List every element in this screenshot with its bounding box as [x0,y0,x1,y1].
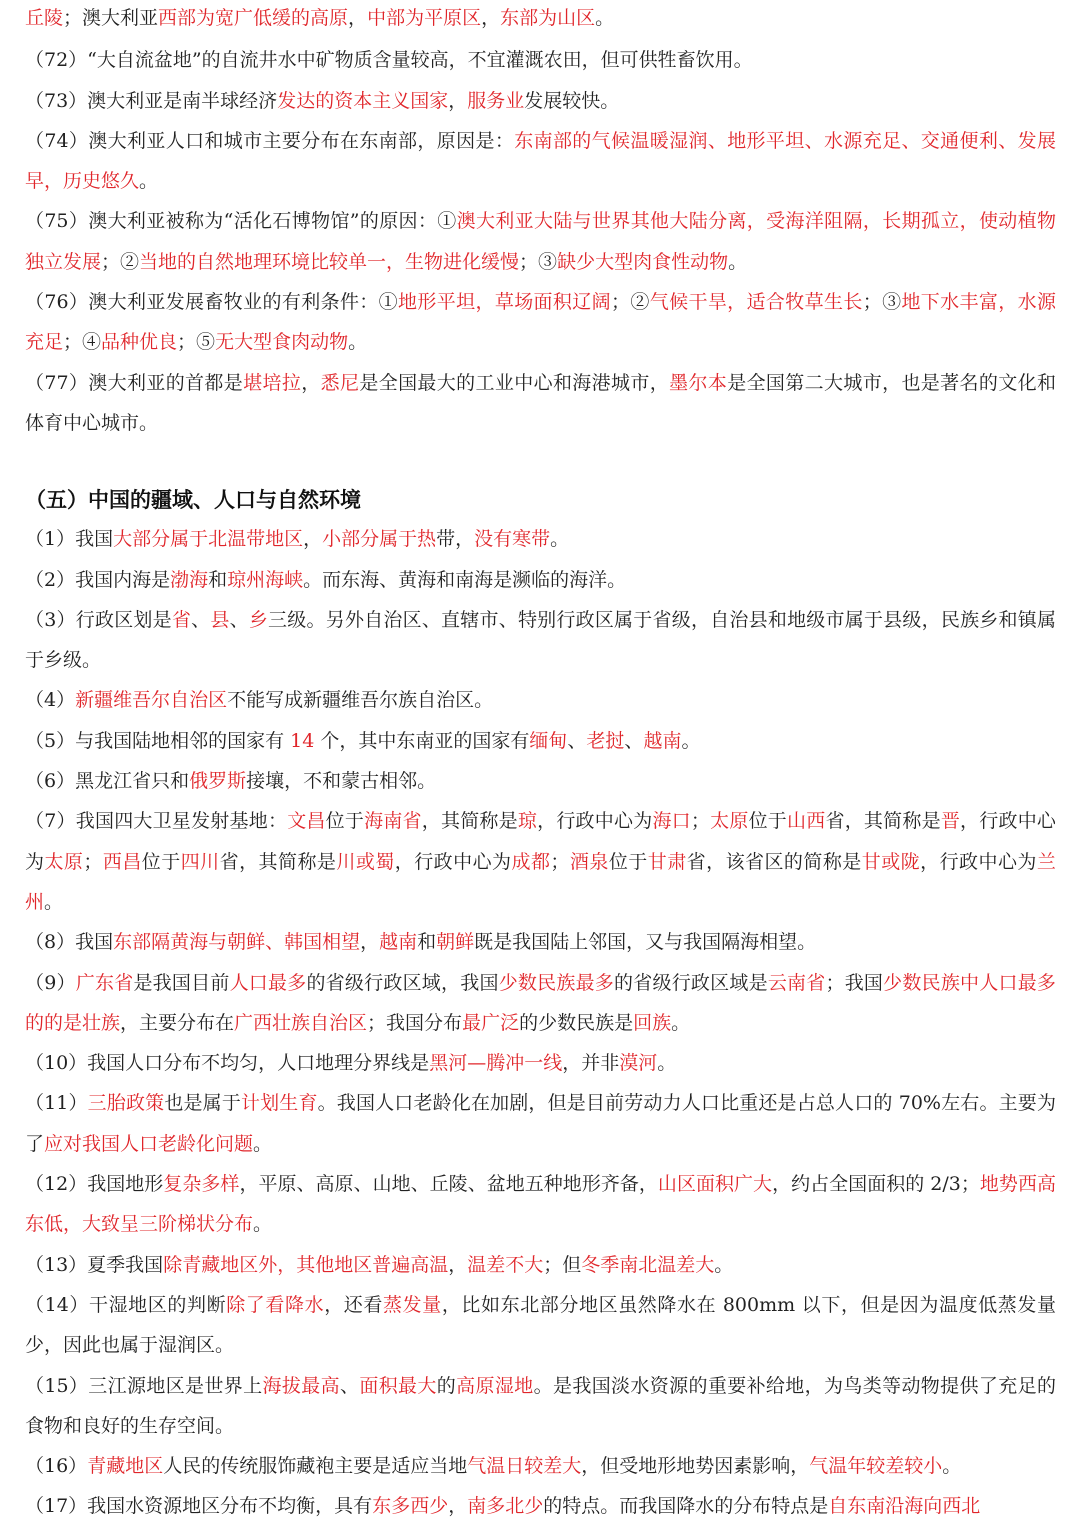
note-paragraph [25,761,1056,801]
body-text: 个，其中东南亚的国家有 [314,729,530,752]
highlight-text: 文昌 [287,810,326,833]
body-text: （73）澳大利亚是南半球经济 [25,89,278,112]
highlight-text: 甘肃 [647,850,687,873]
body-text: 和 [208,568,228,591]
highlight-text: 酒泉 [569,850,609,873]
body-text: ，但受地形地势因素影响， [581,1455,810,1478]
highlight-text: 东多西少 [372,1495,449,1518]
highlight-text: 俄罗斯 [189,770,247,793]
body-text: ， [360,931,380,954]
note-paragraph [25,519,1056,559]
highlight-text: 无大型食肉动物 [215,331,349,354]
highlight-text: 缅甸 [529,729,568,752]
highlight-text: 品种优良 [101,331,178,354]
highlight-text: 大部分属于北温带地区 [113,528,304,551]
note-paragraph [25,40,1056,80]
body-text: （6）黑龙江省只和 [25,770,190,793]
body-text: 位于 [608,850,648,873]
body-text: （1）我国 [25,528,114,551]
highlight-text: 发达的资本主义国家 [277,89,449,112]
body-text: ，其简称是 [421,810,518,833]
body-text: （14）干湿地区的判断 [25,1293,227,1316]
body-text: 。 [657,1052,677,1075]
highlight-text: 高原湿地 [456,1374,534,1397]
body-text: ； [83,850,103,873]
highlight-text: 除了看降水 [226,1293,325,1316]
body-text: 、 [624,729,644,752]
highlight-text: 新疆维吾尔自治区 [75,689,228,712]
body-text: ， [448,1253,468,1276]
highlight-text: 地下水丰富，水源充足 [25,291,1056,354]
body-text: ； [690,810,710,833]
body-text: ，行政中心为 [537,810,653,833]
highlight-text: 海拔最高 [262,1374,340,1397]
note-paragraph [25,282,1056,363]
body-text: 位于 [141,850,181,873]
body-text: ， [448,89,468,112]
note-paragraph [25,1043,1056,1083]
body-text: ；② [101,250,140,273]
body-text: ，行政中心为 [394,850,512,873]
highlight-text: 广东省 [75,971,134,994]
body-text: 的 [436,1374,457,1397]
highlight-text: 气温年较差较小 [809,1455,943,1478]
highlight-text: 青藏地区 [87,1455,164,1478]
highlight-text: 悉尼 [320,371,360,394]
highlight-text: 乡 [248,608,269,631]
body-text: 。 [44,890,64,913]
highlight-text: 晋 [940,810,961,833]
body-text: 。我国人口老龄化在加剧，但是目前劳动力人口比重还是占总人口的 70%左右。主要为了 [25,1092,1056,1155]
body-text: 三级。另外自治区、直辖市、特别行政区属于省级，自治县和地级市属于县级，民族乡和镇属于乡级。 [25,608,1056,672]
body-text: 发展较快。 [524,89,620,112]
highlight-text: 温差不大 [467,1253,544,1276]
highlight-text: 山西 [787,810,826,833]
highlight-text: 太原 [709,810,749,833]
china-notes-list [25,519,1056,1526]
highlight-text: 渤海 [170,568,209,591]
highlight-text: 地势西高东低，大致呈三阶梯状分布 [25,1173,1056,1236]
highlight-text: 冬季南北温差大 [581,1253,715,1276]
body-text: （76）澳大利亚发展畜牧业的有利条件：① [25,291,399,314]
body-text: ， [348,7,368,29]
body-text: ，约占全国面积的 2/3； [772,1173,980,1196]
body-text: 是全国第二大城市，也是著名的文化和体育中心城市。 [25,371,1056,434]
body-text: 省，其简称是 [219,850,337,873]
body-text: ；④ [63,331,102,354]
body-text: 。 [253,1213,273,1236]
body-text: 是我国目前 [133,971,230,994]
body-text: 、 [191,608,211,631]
body-text: 既是我国陆上邻国，又与我国隔海相望。 [474,931,817,954]
highlight-text: 西部为宽广低缓的高原 [158,7,349,29]
highlight-text: 朝鲜 [436,931,475,954]
highlight-text: 甘或陇 [861,850,921,873]
highlight-text: 地形平坦，草场面积辽阔 [398,291,611,314]
highlight-text: 丘陵 [25,7,64,29]
body-text: ；③ [862,291,902,314]
body-text: 。而东海、黄海和南海是濒临的海洋。 [303,568,627,591]
highlight-text: 东部为山区 [500,7,596,29]
body-text: 和 [417,931,437,954]
body-text: 。 [550,528,570,551]
highlight-text: 澳大利亚大陆与世界其他大陆分离，受海洋阻隔，长期孤立，使动植物独立发展 [25,210,1056,273]
highlight-text: 成都 [511,850,551,873]
body-text: ， [301,371,321,394]
australia-notes-list [25,0,1056,443]
highlight-text: 少数民族中人口最多的的是壮族 [25,971,1056,1034]
highlight-text: 没有寒带 [474,528,551,551]
body-text: 。 [728,250,748,273]
body-text: 。 [139,170,159,193]
body-text: ； [550,850,570,873]
highlight-text: 蒸发量 [383,1293,442,1316]
body-text: 。是我国淡水资源的重要补给地，为鸟类等动物提供了充足的食物和良好的生存空间。 [25,1374,1056,1437]
highlight-text: 太原 [44,850,84,873]
section-title: （五）中国的疆域、人口与自然环境 [25,488,361,513]
highlight-text: 省 [171,608,192,631]
note-paragraph [25,600,1056,681]
body-text: ；③ [519,250,558,273]
body-text: 、 [567,729,587,752]
note-paragraph [25,1164,1056,1245]
highlight-text: 东南部的气候温暖湿润、地形平坦、水源充足、交通便利、发展早，历史悠久 [25,129,1056,193]
highlight-text: 应对我国人口老龄化问题 [44,1132,254,1155]
body-text: （77）澳大利亚的首都是 [25,371,244,394]
body-text: （10）我国人口分布不均匀，人口地理分界线是 [25,1052,430,1075]
body-text: （8）我国 [25,931,114,954]
body-text: 的省级行政区域，我国 [306,971,499,994]
body-text: 。 [348,331,368,354]
note-paragraph [25,1486,1056,1526]
note-paragraph [25,1083,1056,1164]
highlight-text: 中部为平原区 [367,7,482,29]
body-text: ， [448,1495,468,1518]
body-text: （5）与我国陆地相邻的国家有 [25,729,291,752]
highlight-text: 越南 [379,931,418,954]
highlight-text: 计划生育 [240,1092,318,1115]
highlight-text: 广西壮族自治区 [234,1011,368,1034]
note-paragraph [25,0,1056,38]
body-text: ， [481,7,501,29]
body-text: ，行政中心为 [920,850,1037,873]
highlight-text: 越南 [643,729,682,752]
note-paragraph [25,721,1056,761]
highlight-text: 除青藏地区外，其他地区普遍高温 [163,1253,449,1276]
body-text: ；但 [543,1253,582,1276]
highlight-text: 回族 [633,1011,672,1034]
highlight-text: 东部隔黄海与朝鲜、韩国相望 [113,931,361,954]
highlight-text: 兰州 [25,850,1056,913]
body-text: 接壤，不和蒙古相邻。 [246,770,437,793]
highlight-text: 琼州海峡 [227,568,304,591]
body-text: ；② [611,291,650,314]
highlight-text: 缺少大型肉食性动物 [557,250,729,273]
body-text: 位于 [325,810,365,833]
note-paragraph [25,922,1056,962]
body-text: 。 [671,1011,691,1034]
highlight-text: 海口 [652,810,691,833]
note-paragraph [25,363,1056,444]
highlight-text: 四川 [180,850,220,873]
body-text: 。 [253,1132,273,1155]
highlight-text: 西昌 [102,850,142,873]
highlight-text: 云南省 [767,971,826,994]
body-text: （2）我国内海是 [25,568,171,591]
body-text: ，平原、高原、山地、丘陵、盆地五种地形齐备， [239,1173,658,1196]
body-text: （72）“大自流盆地”的自流井水中矿物质含量较高，不宜灌溉农田，但可供牲畜饮用。 [25,49,753,72]
body-text: 省，其简称是 [825,810,941,833]
highlight-text: 复杂多样 [163,1173,240,1196]
body-text: 的特点。而我国降水的分布特点是 [543,1495,829,1518]
body-text: （74）澳大利亚人口和城市主要分布在东南部，原因是： [25,129,515,152]
highlight-text: 少数民族最多 [498,971,615,994]
note-paragraph [25,963,1056,1044]
body-text: 。 [714,1253,734,1276]
highlight-text: 墨尔本 [669,371,728,394]
body-text: （75）澳大利亚被称为“活化石博物馆”的原因：① [25,210,457,233]
body-text: ，还看 [324,1293,383,1316]
body-text: （12）我国地形 [25,1173,164,1196]
body-text: ，主要分布在 [120,1011,235,1034]
highlight-text: 面积最大 [359,1374,437,1397]
body-text: ，并非 [562,1052,620,1075]
body-text: ；我国分布 [367,1011,463,1034]
body-text: ， [303,528,323,551]
body-text: ；⑤ [177,331,216,354]
highlight-text: 14 [290,729,315,752]
highlight-text: 川或蜀 [336,850,395,873]
highlight-text: 县 [210,608,230,631]
highlight-text: 南多北少 [467,1495,544,1518]
body-text: ，比如东北部分地区虽然降水在 800mm 以下，但是因为温度低蒸发量少，因此也属于湿润区。 [25,1293,1056,1357]
body-text: 、 [229,608,249,631]
body-text: 带， [436,528,475,551]
body-text: 是全国最大的工业中心和海港城市， [359,371,670,394]
note-paragraph [25,81,1056,121]
note-paragraph [25,1245,1056,1285]
highlight-text: 自东南沿海向西北 [828,1495,981,1518]
note-paragraph [25,560,1056,600]
body-text: （17）我国水资源地区分布不均衡，具有 [25,1495,373,1518]
body-text: 省，该省区的简称是 [686,850,862,873]
note-paragraph [25,1446,1056,1486]
highlight-text: 气候干旱，适合牧草生长 [649,291,863,314]
body-text: 。 [942,1455,962,1478]
body-text: 也是属于 [164,1092,241,1115]
highlight-text: 老挝 [586,729,625,752]
body-text: （16） [25,1455,88,1478]
highlight-text: 最广泛 [462,1011,520,1034]
note-paragraph [25,1285,1056,1366]
highlight-text: 当地的自然地理环境比较单一，生物进化缓慢 [139,250,520,273]
highlight-text: 黑河—腾冲一线 [429,1052,563,1075]
body-text: （11） [25,1092,88,1115]
body-text: ，行政中心为 [25,810,1056,873]
body-text: 人民的传统服饰藏袍主要是适应当地 [163,1455,468,1478]
body-text: 的省级行政区域是 [614,971,768,994]
body-text: 的少数民族是 [519,1011,634,1034]
body-text: 。 [595,7,615,29]
highlight-text: 漠河 [619,1052,658,1075]
highlight-text: 小部分属于热 [322,528,437,551]
highlight-text: 三胎政策 [87,1092,165,1115]
body-text: （9） [25,971,76,994]
highlight-text: 气温日较差大 [467,1455,582,1478]
body-text: ；我国 [825,971,884,994]
body-text: （7）我国四大卫星发射基地： [25,810,288,833]
highlight-text: 人口最多 [229,971,307,994]
body-text: （13）夏季我国 [25,1253,164,1276]
note-paragraph [25,121,1056,202]
body-text: （3）行政区划是 [25,608,172,631]
highlight-text: 堪培拉 [243,371,302,394]
highlight-text: 琼 [517,810,538,833]
body-text: 不能写成新疆维吾尔族自治区。 [227,689,494,712]
note-paragraph [25,1366,1056,1447]
note-paragraph [25,680,1056,720]
highlight-text: 服务业 [467,89,525,112]
note-paragraph [25,201,1056,282]
body-text: 位于 [748,810,788,833]
section-spacer [25,443,1056,481]
body-text: ；澳大利亚 [63,7,159,29]
note-paragraph [25,801,1056,922]
body-text: （15）三江源地区是世界上 [25,1374,263,1397]
highlight-text: 海南省 [364,810,422,833]
highlight-text: 山区面积广大 [657,1173,773,1196]
body-text: 。 [681,729,701,752]
body-text: 、 [339,1374,360,1397]
body-text: （4） [25,689,76,712]
